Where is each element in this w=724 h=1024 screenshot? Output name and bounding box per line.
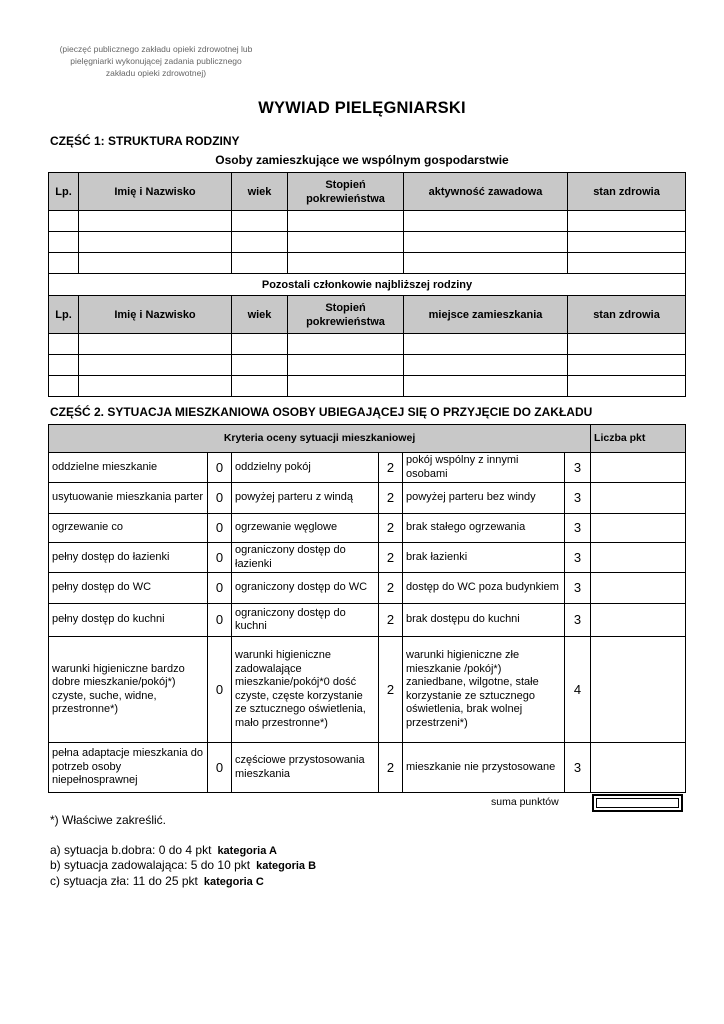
category-range: a) sytuacja b.dobra: 0 do 4 pkt [50,843,212,857]
score-medium: 2 [379,453,403,483]
score-medium: 2 [379,514,403,543]
category-label: kategoria A [217,845,277,857]
score-poor: 3 [565,514,591,543]
points-header: Liczba pkt [591,425,686,453]
criterion-medium[interactable]: powyżej parteru z windą [232,483,379,514]
cell[interactable] [568,376,686,397]
sum-label: suma punktów [491,796,559,808]
cell[interactable] [79,334,232,355]
col-header-age: wiek [232,173,288,211]
col-header-lp: Lp. [49,173,79,211]
criterion-good[interactable]: pełny dostęp do łazienki [49,543,208,573]
points-cell[interactable] [591,637,686,743]
criterion-good[interactable]: oddzielne mieszkanie [49,453,208,483]
col-header-activity: aktywność zawadowa [404,173,568,211]
household-members-subtitle: Osoby zamieszkujące we wspólnym gospodarstwie [215,153,509,167]
points-cell[interactable] [591,573,686,604]
criteria-header: Kryteria oceny sytuacji mieszkaniowej [49,425,591,453]
cell[interactable] [404,355,568,376]
criteria-row [49,453,686,483]
score-poor: 3 [565,543,591,573]
criterion-poor[interactable]: powyżej parteru bez windy [403,483,565,514]
score-good: 0 [208,453,232,483]
table-row [49,232,686,253]
criterion-poor[interactable]: pokój wspólny z innymi osobami [403,453,565,483]
cell[interactable] [288,253,404,274]
table-row [49,211,686,232]
col-header-kinship: Stopień pokrewieństwa [288,173,404,211]
col-header-age: wiek [232,296,288,334]
cell[interactable] [288,334,404,355]
criterion-medium[interactable]: ograniczony dostęp do kuchni [232,604,379,637]
cell[interactable] [79,253,232,274]
criterion-good[interactable]: warunki higieniczne bardzo dobre mieszkanie/pokój*) czyste, suche, widne, przestronne*) [49,637,208,743]
score-poor: 3 [565,604,591,637]
document-title: WYWIAD PIELĘGNIARSKI [258,99,466,117]
part1-heading: CZĘŚĆ 1: STRUKTURA RODZINY [50,134,240,148]
criterion-good[interactable]: pełna adaptacje mieszkania do potrzeb osoby niepełnosprawnej [49,743,208,793]
criterion-medium[interactable]: ograniczony dostęp do WC [232,573,379,604]
score-medium: 2 [379,483,403,514]
category-line [50,874,264,888]
cell[interactable] [568,211,686,232]
score-poor: 4 [565,637,591,743]
table-row [49,253,686,274]
points-cell[interactable] [591,453,686,483]
score-good: 0 [208,573,232,604]
part2-heading: CZĘŚĆ 2. SYTUACJA MIESZKANIOWA OSOBY UBIEGAJĄCEJ SIĘ O PRZYJĘCIE DO ZAKŁADU [50,405,593,419]
criterion-poor[interactable]: mieszkanie nie przystosowane [403,743,565,793]
cell[interactable] [288,211,404,232]
score-medium: 2 [379,543,403,573]
score-poor: 3 [565,453,591,483]
criterion-medium[interactable]: ogrzewanie węglowe [232,514,379,543]
score-medium: 2 [379,604,403,637]
cell[interactable] [288,355,404,376]
cell[interactable] [49,211,79,232]
category-range: b) sytuacja zadowalająca: 5 do 10 pkt [50,858,251,872]
cell[interactable] [49,334,79,355]
criteria-row [49,604,686,637]
score-poor: 3 [565,743,591,793]
criterion-good[interactable]: pełny dostęp do WC [49,573,208,604]
score-medium: 2 [379,637,403,743]
sum-input-box[interactable] [592,794,683,812]
cell[interactable] [49,355,79,376]
cell[interactable] [232,334,288,355]
cell[interactable] [232,253,288,274]
family-structure-table [48,172,686,397]
col-header-name: Imię i Nazwisko [79,173,232,211]
cell[interactable] [79,376,232,397]
score-medium: 2 [379,743,403,793]
cell[interactable] [404,211,568,232]
criterion-good[interactable]: pełny dostęp do kuchni [49,604,208,637]
category-range: c) sytuacja zła: 11 do 25 pkt [50,874,198,888]
criteria-row [49,514,686,543]
cell[interactable] [232,376,288,397]
points-cell[interactable] [591,743,686,793]
col-header-health: stan zdrowia [568,173,686,211]
criterion-poor[interactable]: brak łazienki [403,543,565,573]
cell[interactable] [404,232,568,253]
col-header-name: Imię i Nazwisko [79,296,232,334]
criterion-poor[interactable]: dostęp do WC poza budynkiem [403,573,565,604]
score-good: 0 [208,637,232,743]
criterion-medium[interactable]: częściowe przystosowania mieszkania [232,743,379,793]
table-row [49,334,686,355]
criterion-poor[interactable]: brak stałego ogrzewania [403,514,565,543]
housing-criteria-table [48,424,686,793]
score-medium: 2 [379,573,403,604]
points-cell[interactable] [591,514,686,543]
cell[interactable] [49,232,79,253]
score-good: 0 [208,483,232,514]
table-row [49,355,686,376]
cell[interactable] [232,232,288,253]
cell[interactable] [568,253,686,274]
table-row [49,376,686,397]
criteria-row [49,637,686,743]
category-line [50,858,316,872]
score-poor: 3 [565,483,591,514]
criterion-medium[interactable]: warunki higieniczne zadowalające mieszkanie/pokój*0 dość czyste, częste korzystanie ze sztucznego oświetlenia, mało przestronne*) [232,637,379,743]
score-good: 0 [208,514,232,543]
cell[interactable] [79,355,232,376]
score-good: 0 [208,543,232,573]
category-label: kategoria C [203,876,264,888]
score-good: 0 [208,604,232,637]
col-header-kinship: Stopień pokrewieństwa [288,296,404,334]
cell[interactable] [404,334,568,355]
cell[interactable] [232,355,288,376]
cell[interactable] [568,232,686,253]
stamp-placeholder-text: (pieczęć publicznego zakładu opieki zdrowotnej lub pielęgniarki wykonującej zadania publicznego zakładu opieki zdrowotnej) [59,44,253,78]
cell[interactable] [232,211,288,232]
cell[interactable] [79,211,232,232]
criterion-medium[interactable]: ograniczony dostęp do łazienki [232,543,379,573]
cell[interactable] [404,376,568,397]
criterion-medium[interactable]: oddzielny pokój [232,453,379,483]
col-header-health: stan zdrowia [568,296,686,334]
category-line [50,843,277,857]
criterion-good[interactable]: usytuowanie mieszkania parter [49,483,208,514]
criteria-row [49,573,686,604]
criterion-poor[interactable]: brak dostępu do kuchni [403,604,565,637]
cell[interactable] [49,376,79,397]
footnote: *) Właściwe zakreślić. [50,813,167,827]
score-good: 0 [208,743,232,793]
criterion-good[interactable]: ogrzewanie co [49,514,208,543]
points-cell[interactable] [591,543,686,573]
cell[interactable] [288,232,404,253]
cell[interactable] [288,376,404,397]
points-cell[interactable] [591,483,686,514]
cell[interactable] [49,253,79,274]
cell[interactable] [568,334,686,355]
cell[interactable] [79,232,232,253]
criteria-row [49,543,686,573]
cell[interactable] [568,355,686,376]
col-header-lp: Lp. [49,296,79,334]
criterion-poor[interactable]: warunki higieniczne złe mieszkanie /pokój*) zaniedbane, wilgotne, stałe korzystanie ze sztucznego oświetlenia, brak wolnej przestrzeni*) [403,637,565,743]
criteria-row [49,743,686,793]
category-label: kategoria B [256,860,317,872]
score-poor: 3 [565,573,591,604]
col-header-residence: miejsce zamieszkania [404,296,568,334]
other-family-section-title: Pozostali członkowie najbliższej rodziny [49,274,686,296]
criteria-row [49,483,686,514]
points-cell[interactable] [591,604,686,637]
cell[interactable] [404,253,568,274]
